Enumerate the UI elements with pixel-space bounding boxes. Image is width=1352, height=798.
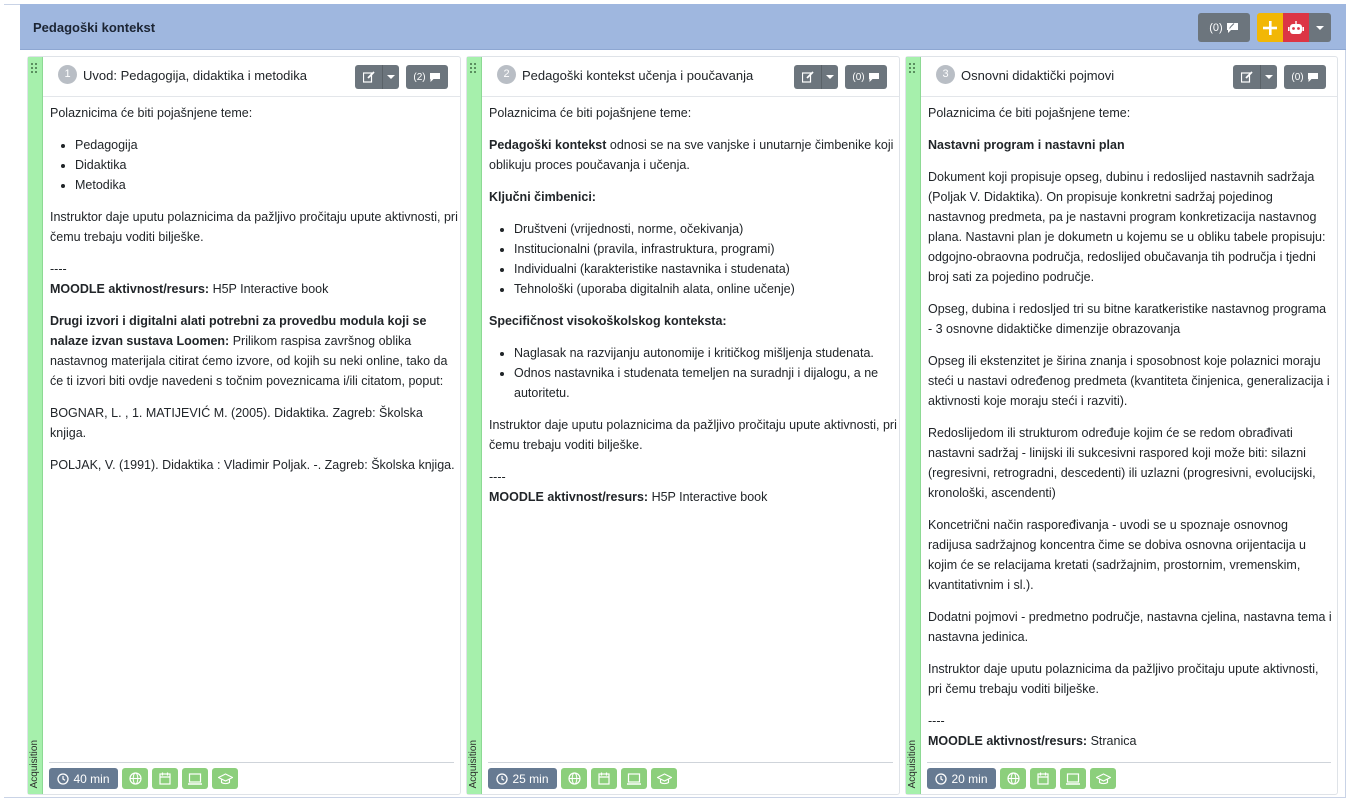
globe-icon xyxy=(568,772,581,785)
plus-icon xyxy=(1263,21,1277,35)
moodle-resource xyxy=(928,731,1333,751)
comment-icon xyxy=(1307,72,1319,83)
card-body xyxy=(489,103,897,519)
add-button[interactable] xyxy=(1257,13,1283,42)
chevron-down-icon[interactable] xyxy=(826,75,834,79)
chevron-down-icon xyxy=(1316,26,1324,30)
duration-badge[interactable] xyxy=(488,768,557,789)
reference-2: POLJAK, V. (1991). Didaktika : Vladimir Poljak. -. Zagreb: Školska knjiga. xyxy=(50,458,455,472)
card-number: 2 xyxy=(497,65,516,84)
activity-card-2 xyxy=(466,56,900,795)
globe-icon xyxy=(1007,772,1020,785)
separator-text: ---- xyxy=(50,262,67,276)
moodle-resource xyxy=(489,487,897,507)
list-item: • Tehnološki (uporaba digitalnih alata, online učenje) xyxy=(514,279,897,299)
drag-handle-icon[interactable] xyxy=(909,63,917,75)
card-footer xyxy=(927,762,1331,790)
list-item: • Odnos nastavnika i studenata temeljen na suradnji i dijalogu, a ne autoritetu. xyxy=(514,363,897,403)
graduation-cap-icon xyxy=(218,773,233,785)
online-button[interactable] xyxy=(122,768,148,789)
duration-badge[interactable] xyxy=(927,768,996,789)
moodle-value: H5P Interactive book xyxy=(651,490,768,504)
card-header xyxy=(43,57,460,97)
card-side-strip[interactable] xyxy=(467,57,482,794)
card-number: 1 xyxy=(58,65,77,84)
phase-label: Acquisition xyxy=(29,739,40,788)
device-button[interactable] xyxy=(621,768,647,789)
sources-paragraph xyxy=(50,311,458,391)
card-footer xyxy=(49,762,454,790)
comments-count: (0) xyxy=(1291,71,1304,83)
key-factors-list xyxy=(489,219,897,299)
calendar-icon xyxy=(159,772,171,785)
instruction-text: Instruktor daje uputu polaznicima da pažljivo pročitaju upute aktivnosti, pri čemu trebaju voditi bilješke. xyxy=(50,210,458,244)
learning-button[interactable] xyxy=(1090,768,1116,789)
comment-icon xyxy=(1226,22,1239,34)
intro-text: Polaznicima će biti pojašnjene teme: xyxy=(928,106,1131,120)
sources-text: Prilikom raspisa završnog oblika nastavnog materijala citirat ćemo izvore, od kojih su neki online, tako da će ti izvori biti ovdje navedeni s točnim poveznicama i/ili citatom, poput: xyxy=(50,334,448,388)
card-title: Osnovni didaktički pojmovi xyxy=(961,68,1115,83)
moodle-label: MOODLE aktivnost/resurs: xyxy=(489,490,649,504)
heading-text: Specifičnost visokoškolskog konteksta: xyxy=(489,314,727,328)
edit-icon xyxy=(363,71,375,83)
definition-paragraph xyxy=(489,135,897,175)
moodle-value: H5P Interactive book xyxy=(212,282,329,296)
section-heading xyxy=(928,135,1333,155)
comments-count: (2) xyxy=(413,71,426,83)
paragraph-1: Dokument koji propisuje opseg, dubinu i redoslijed nastavnih sadržaja (Poljak V. Didaktika). On propisuje konkretni sadržaj pojedinog nastavnog predmeta, pa je nastavni program konkretizacija nastavnog plana. Nastavni plan je dokumetn u kojemu se u obliku tabele propisuju: odgojno-obraovna područja, redoslijed obučavanja tih područja i tjedni broj sati za pojedino područje. xyxy=(928,170,1326,284)
edit-icon xyxy=(802,71,814,83)
schedule-button[interactable] xyxy=(591,768,617,789)
paragraph-4: Redoslijedom ili strukturom određuje kojim će se redom obrađivati nastavni sadržaj - linijski ili sukcesivni raspored koji može biti: silazni (regresivni, retrogradni, descedenti) ili uzlazni (progresivni, evolucijski, kronološki, ascendenti) xyxy=(928,426,1316,500)
learning-button[interactable] xyxy=(212,768,238,789)
card-title: Uvod: Pedagogija, didaktika i metodika xyxy=(83,68,308,83)
list-item: • Društveni (vrijednosti, norme, očekivanja) xyxy=(514,219,897,239)
list-item: • Institucionalni (pravila, infrastruktura, programi) xyxy=(514,239,897,259)
topic-list xyxy=(50,135,458,195)
definition-text: odnosi se na sve vanjske i unutarnje čimbenike koji oblikuju proces poučavanja i učenja. xyxy=(489,138,894,172)
device-button[interactable] xyxy=(1060,768,1086,789)
laptop-icon xyxy=(1066,773,1080,785)
card-side-strip[interactable] xyxy=(28,57,43,794)
reference-1: BOGNAR, L. , 1. MATIJEVIĆ M. (2005). Didaktika. Zagreb: Školska knjiga. xyxy=(50,406,423,440)
graduation-cap-icon xyxy=(657,773,672,785)
paragraph-5: Koncetrični način raspoređivanja - uvodi se u spoznaje osnovnog radijusa sadržajnog koncentra čime se dobiva osnovna orijentacija u kojim će se relacijama kretati (sadržajnim, prostornim, vremenskim, kvantitativnim i sl.). xyxy=(928,518,1306,592)
schedule-button[interactable] xyxy=(152,768,178,789)
specificity-heading xyxy=(489,311,897,331)
card-side-strip[interactable] xyxy=(906,57,921,794)
list-item: • Didaktika xyxy=(75,155,458,175)
schedule-button[interactable] xyxy=(1030,768,1056,789)
device-button[interactable] xyxy=(182,768,208,789)
edit-icon xyxy=(1241,71,1253,83)
calendar-icon xyxy=(1037,772,1049,785)
edit-button[interactable] xyxy=(794,65,838,89)
card-footer xyxy=(488,762,893,790)
module-header xyxy=(20,4,1346,50)
laptop-icon xyxy=(188,773,202,785)
laptop-icon xyxy=(627,773,641,785)
separator-text: ---- xyxy=(928,714,945,728)
moodle-label: MOODLE aktivnost/resurs: xyxy=(50,282,210,296)
card-body xyxy=(50,103,458,487)
card-comments-button[interactable] xyxy=(406,65,448,89)
ai-assistant-dropdown[interactable] xyxy=(1309,13,1331,42)
drag-handle-icon[interactable] xyxy=(31,63,39,75)
card-comments-button[interactable] xyxy=(845,65,887,89)
duration-text: 25 min xyxy=(512,771,549,786)
card-number: 3 xyxy=(936,65,955,84)
phase-label: Acquisition xyxy=(468,739,479,788)
clock-icon xyxy=(57,773,69,785)
comments-count: (0) xyxy=(1209,21,1223,34)
separator-text: ---- xyxy=(489,470,506,484)
moodle-label: MOODLE aktivnost/resurs: xyxy=(928,734,1088,748)
drag-handle-icon[interactable] xyxy=(470,63,478,75)
duration-text: 40 min xyxy=(73,771,110,786)
card-header xyxy=(482,57,899,97)
graduation-cap-icon xyxy=(1096,773,1111,785)
chevron-down-icon[interactable] xyxy=(1265,75,1273,79)
calendar-icon xyxy=(598,772,610,785)
paragraph-3: Opseg ili ekstenzitet je širina znanja i sposobnost koje polaznici moraju steći u nastavi određenog predmeta (kvantiteta činjenica, generalizacija i aktivnosti koje moraju steći i razviti). xyxy=(928,354,1330,408)
module-title: Pedagoški kontekst xyxy=(33,20,156,35)
ai-assistant-button[interactable] xyxy=(1283,13,1309,42)
clock-icon xyxy=(935,773,947,785)
list-item: • Naglasak na razvijanju autonomije i kritičkog mišljenja studenata. xyxy=(514,343,897,363)
list-item: • Pedagogija xyxy=(75,135,458,155)
duration-text: 20 min xyxy=(951,771,988,786)
moodle-resource xyxy=(50,279,458,299)
comment-icon xyxy=(429,72,441,83)
heading-text: Ključni čimbenici: xyxy=(489,190,596,204)
card-comments-button[interactable] xyxy=(1284,65,1326,89)
moodle-value: Stranica xyxy=(1090,734,1137,748)
phase-label: Acquisition xyxy=(907,739,918,788)
card-header xyxy=(921,57,1337,97)
online-button[interactable] xyxy=(561,768,587,789)
key-factors-heading xyxy=(489,187,897,207)
list-item: • Metodika xyxy=(75,175,458,195)
intro-text: Polaznicima će biti pojašnjene teme: xyxy=(489,106,692,120)
paragraph-2: Opseg, dubina i redosljed tri su bitne karatkeristike nastavnog programa - 3 osnovne didaktičke dimenzije obrazovanja xyxy=(928,302,1327,336)
chevron-down-icon[interactable] xyxy=(387,75,395,79)
card-body xyxy=(928,103,1333,763)
activity-card-1 xyxy=(27,56,461,795)
heading-text: Nastavni program i nastavni plan xyxy=(928,138,1125,152)
globe-icon xyxy=(129,772,142,785)
intro-text: Polaznicima će biti pojašnjene teme: xyxy=(50,106,253,120)
learning-button[interactable] xyxy=(651,768,677,789)
module-comments-button[interactable] xyxy=(1198,13,1250,42)
edit-button[interactable] xyxy=(355,65,399,89)
instruction-text: Instruktor daje uputu polaznicima da pažljivo pročitaju upute aktivnosti, pri čemu trebaju voditi bilješke. xyxy=(928,662,1319,696)
comments-count: (0) xyxy=(852,71,865,83)
instruction-text: Instruktor daje uputu polaznicima da pažljivo pročitaju upute aktivnosti, pri čemu trebaju voditi bilješke. xyxy=(489,418,897,452)
edit-button[interactable] xyxy=(1233,65,1277,89)
robot-icon xyxy=(1288,21,1304,35)
activity-card-3 xyxy=(905,56,1338,795)
definition-term: Pedagoški kontekst xyxy=(489,138,607,152)
list-item: • Individualni (karakteristike nastavnika i studenata) xyxy=(514,259,897,279)
duration-badge[interactable] xyxy=(49,768,118,789)
clock-icon xyxy=(496,773,508,785)
specificity-list xyxy=(489,343,897,403)
card-title: Pedagoški kontekst učenja i poučavanja xyxy=(522,68,754,83)
sources-heading: Drugi izvori i digitalni alati potrebni za provedbu modula koji se nalaze izvan sustava Loomen: xyxy=(50,314,427,348)
paragraph-6: Dodatni pojmovi - predmetno područje, nastavna cjelina, nastavna tema i nastavna jedinica. xyxy=(928,610,1332,644)
comment-icon xyxy=(868,72,880,83)
online-button[interactable] xyxy=(1000,768,1026,789)
